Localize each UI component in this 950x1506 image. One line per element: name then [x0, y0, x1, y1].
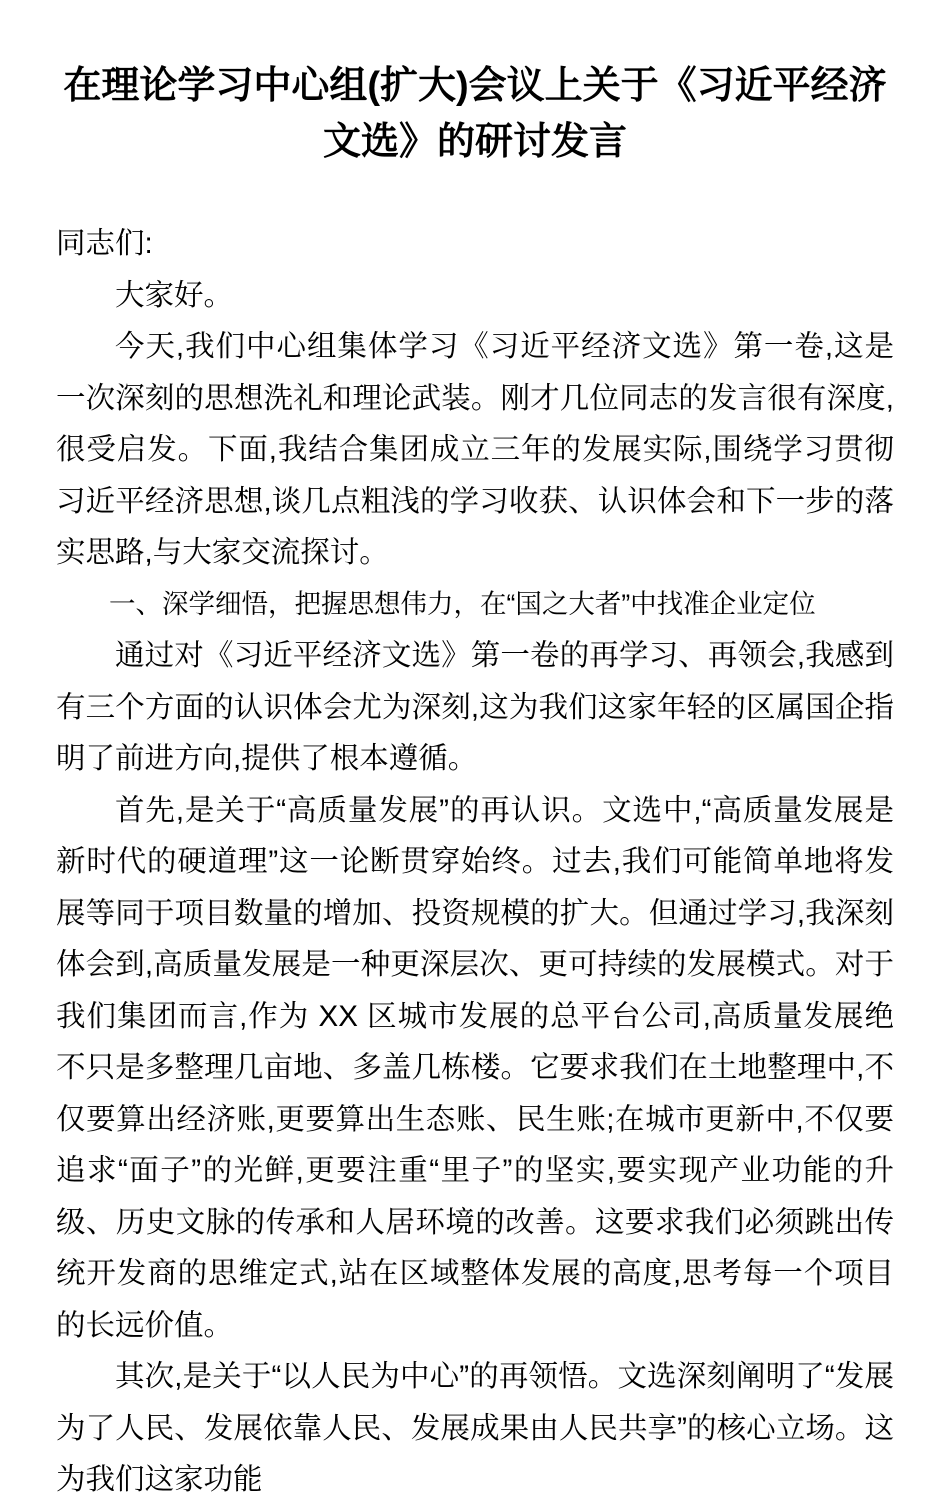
paragraph-section-1-point-2: 其次,是关于“以人民为中心”的再领悟。文选深刻阐明了“发展为了人民、发展依靠人民、发展成果由人民共享”的核心立场。这为我们这家功能 — [56, 1360, 894, 1496]
page-title: 在理论学习中心组(扩大)会议上关于《习近平经济文选》的研讨发言 — [63, 65, 887, 163]
paragraph-opening: 今天,我们中心组集体学习《习近平经济文选》第一卷,这是一次深刻的思想洗礼和理论武装。刚才几位同志的发言很有深度,很受启发。下面,我结合集团成立三年的发展实际,围绕学习贯彻习近平经济思想,谈几点粗浅的学习收获、认识体会和下一步的落实思路,与大家交流探讨。 — [56, 330, 894, 569]
salutation: 同志们: — [56, 227, 153, 260]
paragraph-greeting: 大家好。 — [115, 278, 234, 312]
document-body — [56, 0, 894, 1506]
paragraph-section-1-point-1: 首先,是关于“高质量发展”的再认识。文选中,“高质量发展是新时代的硬道理”这一论断贯穿始终。过去,我们可能简单地将发展等同于项目数量的增加、投资规模的扩大。但通过学习,我深刻体会到,高质量发展是一种更深层次、更可持续的发展模式。对于我们集团而言,作为 XX 区城市发展的总平台公司,高质量发展绝不只是多整理几亩地、多盖几栋楼。它要求我们在土地整理中,不仅要算出经济账,更要算出生态账、民生账;在城市更新中,不仅要追求“面子”的光鲜,更要注重“里子”的坚实,要实现产业功能的升级、历史文脉的传承和人居环境的改善。这要求我们必须跳出传统开发商的思维定式,站在区域整体发展的高度,思考每一个项目的长远价值。 — [56, 793, 894, 1342]
section-heading-1: 一、深学细悟，把握思想伟力，在“国之大者”中找准企业定位 — [109, 588, 816, 619]
paragraph-section-1-intro: 通过对《习近平经济文选》第一卷的再学习、再领会,我感到有三个方面的认识体会尤为深刻,这为我们这家年轻的区属国企指明了前进方向,提供了根本遵循。 — [56, 639, 894, 775]
title-spacer — [56, 170, 894, 218]
